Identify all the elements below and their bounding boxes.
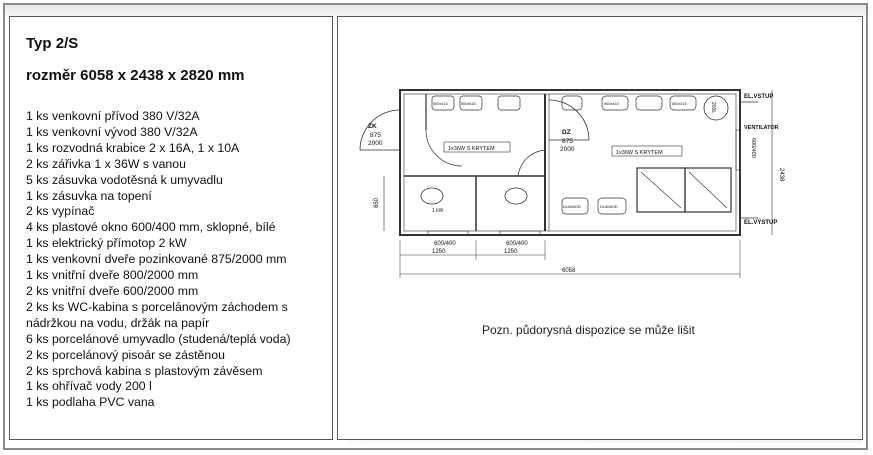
- dim-2438: 2438: [778, 168, 784, 182]
- sink-label: 500x415: [604, 102, 619, 106]
- spec-dimensions: rozměr 6058 x 2438 x 2820 mm: [26, 67, 245, 84]
- spec-item: 6 ks porcelánové umyvadlo (studená/teplá voda): [26, 331, 291, 346]
- sink-icon: [636, 96, 662, 110]
- zk-height: 2000: [368, 140, 383, 147]
- spec-item: 2 ks ks WC-kabina s porcelánovým záchodem s: [26, 299, 288, 314]
- window-label-1: 600/400: [434, 241, 456, 247]
- spec-item: 1 ks ohřívač vody 200 l: [26, 379, 152, 394]
- spec-item: nádržkou na vodu, držák na papír: [26, 315, 210, 330]
- plan-note: Pozn. půdorysná dispozice se může lišit: [482, 323, 695, 337]
- boiler-label: 200L: [710, 102, 716, 114]
- spec-item: 2 ks porcelánový pisoár se zástěnou: [26, 347, 225, 362]
- toilet-icon: [505, 188, 527, 204]
- spec-list: [26, 109, 326, 411]
- zk-label: ZK: [368, 123, 377, 130]
- sink-label: 500x415: [672, 102, 687, 106]
- spec-item: 1 ks venkovní přívod 380 V/32A: [26, 109, 200, 123]
- floor-plan: [340, 80, 800, 290]
- urinal-label: DUAMOD: [563, 204, 581, 209]
- dz-width: 875: [562, 138, 573, 145]
- el-out-label: EL.VÝSTUP: [744, 220, 778, 226]
- spec-title: Typ 2/S: [26, 35, 79, 52]
- ventilator-label: VENTILATOR: [744, 125, 779, 131]
- light-label-left: 1x36W S KRYTEM: [448, 146, 495, 152]
- spec-item: 1 ks zásuvka na topení: [26, 188, 152, 203]
- toilet-icon: [421, 188, 443, 204]
- spec-item: 2 ks zářivka 1 x 36W s vanou: [26, 156, 186, 171]
- spec-item: 1 ks venkovní vývod 380 V/32A: [26, 124, 198, 139]
- spec-item: 1 ks elektrický přímotop 2 kW: [26, 236, 187, 251]
- spec-item: 2 ks sprchová kabina s plastovým závěsem: [26, 363, 263, 378]
- spec-item: 4 ks plastové okno 600/400 mm, sklopné, bílé: [26, 220, 276, 235]
- window-label-2: 600/400: [506, 241, 528, 247]
- sink-icon: [498, 96, 520, 110]
- spec-item: 1 ks rozvodná krabice 2 x 16A, 1 x 10A: [26, 140, 240, 155]
- spec-item: 1 ks vnitřní dveře 800/2000 mm: [26, 268, 199, 283]
- heater-label: 1 kW: [432, 208, 444, 214]
- spec-item: 1 ks podlaha PVC vana: [26, 395, 155, 410]
- dz-height: 2000: [560, 146, 575, 153]
- outer-wall: [400, 90, 740, 235]
- light-label-right: 1x36W S KRYTEM: [616, 150, 663, 156]
- spec-item: 2 ks vypínač: [26, 204, 95, 219]
- spec-item: 5 ks zásuvka vodotěsná k umyvadlu: [26, 172, 223, 187]
- el-in-label: EL.VSTUP: [744, 94, 774, 100]
- sink-label: 500x415: [461, 102, 476, 106]
- sink-label: 500x415: [433, 102, 448, 106]
- spec-item: 1 ks venkovní dveře pozinkované 875/2000 mm: [26, 252, 287, 267]
- zk-width: 875: [370, 132, 381, 139]
- dim-1250-a: 1250: [432, 249, 446, 255]
- inner-wall-line: [404, 94, 736, 231]
- dz-label: DZ: [562, 129, 571, 136]
- dim-6058: 6058: [562, 268, 576, 274]
- dim-1250-b: 1250: [504, 249, 518, 255]
- dim-850: 850: [374, 197, 380, 208]
- spec-item: 2 ks vnitřní dveře 600/2000 mm: [26, 283, 199, 298]
- urinal-label: DUAMOD: [600, 204, 618, 209]
- window-side-label: 600/400: [750, 138, 756, 158]
